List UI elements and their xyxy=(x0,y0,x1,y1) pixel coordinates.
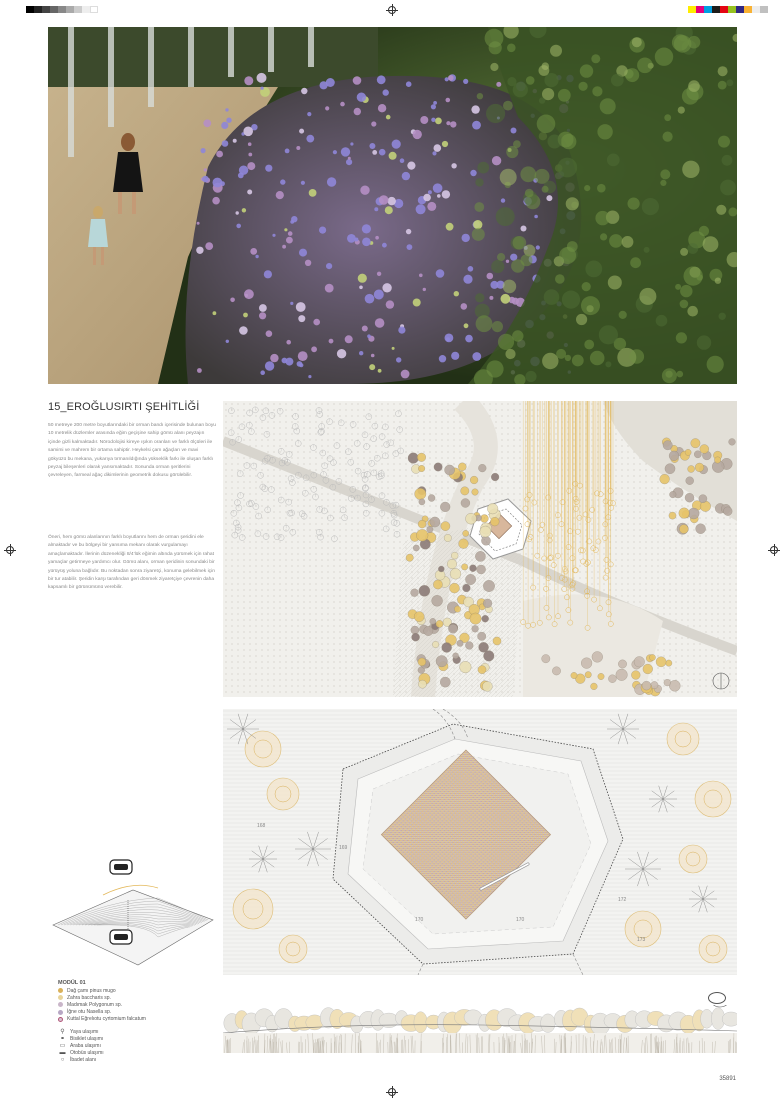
bicycle-icon: ⚭ xyxy=(59,1036,66,1043)
registration-mark-left xyxy=(6,546,14,554)
detail-plan-map xyxy=(223,709,737,975)
terrain-axonometric-diagram xyxy=(48,850,218,975)
print-color-bar xyxy=(688,6,768,13)
legend-plant-1: Dağ çamı pinus mugo xyxy=(58,987,218,994)
legend-plant-4: İğne otu Nasella sp. xyxy=(58,1009,218,1016)
registration-mark-top xyxy=(388,6,396,14)
page-number: 35891 xyxy=(719,1076,736,1082)
legend-plant-3: Madımak Polygonum sp. xyxy=(58,1001,218,1008)
description-paragraph-2: Öneri, hem gömü alanlarının farklı boyutlarını hem de orman şeridini ele almaktadır ve bu bölgeyi bir yansıma mekanı olarak vurgulamayı amaçlamaktadır. İlerinin düzenekliği 8/4'lük eğimin altında yürümek için rahat yamaçlar getirmeye yardımcı olur. Gömü alanı, orman şeridinin sonundaki bir yürüyüş yoluna bağlıdır. Bu noktadan sonra ziyaretçi, konuma gelebilmek için bir tur atabilir. Şeridin karşı tarafından geri dönmek ziyaretçiye çevrenin daha kapsamlı bir görünümünü verebilir. xyxy=(48,535,215,591)
legend-access-worship: ○ İbadet alanı xyxy=(58,1057,218,1064)
legend-plant-5: Kuttal Eğrelıotu cyrtomium falcatum xyxy=(58,1016,218,1023)
legend-access-bus: ▬ Otobüs ulaşımı xyxy=(59,1050,104,1057)
garden-render-image xyxy=(48,27,737,384)
site-plan-map xyxy=(223,401,737,697)
page-title: 15_EROĞLUSIRTI ŞEHİTLİĞİ xyxy=(48,401,200,413)
site-section-elevation xyxy=(223,1005,737,1053)
section-key-icon xyxy=(708,992,726,1004)
worship-icon: ○ xyxy=(60,1057,65,1064)
legend-access-car: ▭ Araba ulaşımı xyxy=(59,1042,101,1050)
legend xyxy=(58,980,218,1064)
legend-plant-2: Zahra baccharis sp. xyxy=(58,994,218,1001)
legend-access-bicycle: ⚭ Bisiklet ulaşımı xyxy=(59,1035,104,1043)
registration-mark-bottom xyxy=(388,1088,396,1096)
elevation-label-4: 168 xyxy=(257,823,266,829)
elevation-label-2: 170 xyxy=(516,917,525,923)
description-paragraph-1: 50 metreye 200 metre boyutlarındaki bir orman bandı içerisinde bulunan boyu 10 metrelik düzlemler arasında eğim geçişine sahip gömü alanı peyzajın içinde gizli kalmaktadır. Nörodolojisi kireye ışıkın oranları ve farklı ölçüleri ile samimi ve mahrem bir ortama sahiptir. Heykelsi çam ağaçları ve mavi gökyüzü bu mekana, yukarıya tırmanıldığında yükseklik farkı ile oluşan farklı peyzaj bileşenleri olarak yansımaktadır. Sonunda orman şeritlerini çevreleyen, farmeal ağaç dikimlerinin geometrik dokusu görülebilir. xyxy=(48,423,217,479)
print-gray-scale-bar xyxy=(26,6,98,13)
legend-heading: MODÜL 01 xyxy=(58,980,86,986)
registration-mark-right xyxy=(770,546,778,554)
walk-icon: ⚲ xyxy=(60,1029,65,1036)
elevation-label-5: 172 xyxy=(618,897,627,903)
car-icon: ▭ xyxy=(59,1043,66,1050)
bus-icon: ▬ xyxy=(59,1050,66,1057)
elevation-label-6: 173 xyxy=(637,937,646,943)
legend-access-walk: ⚲ Yaya ulaşımı xyxy=(58,1028,218,1035)
elevation-label-1: 170 xyxy=(415,917,424,923)
elevation-label-3: 169 xyxy=(339,845,348,851)
